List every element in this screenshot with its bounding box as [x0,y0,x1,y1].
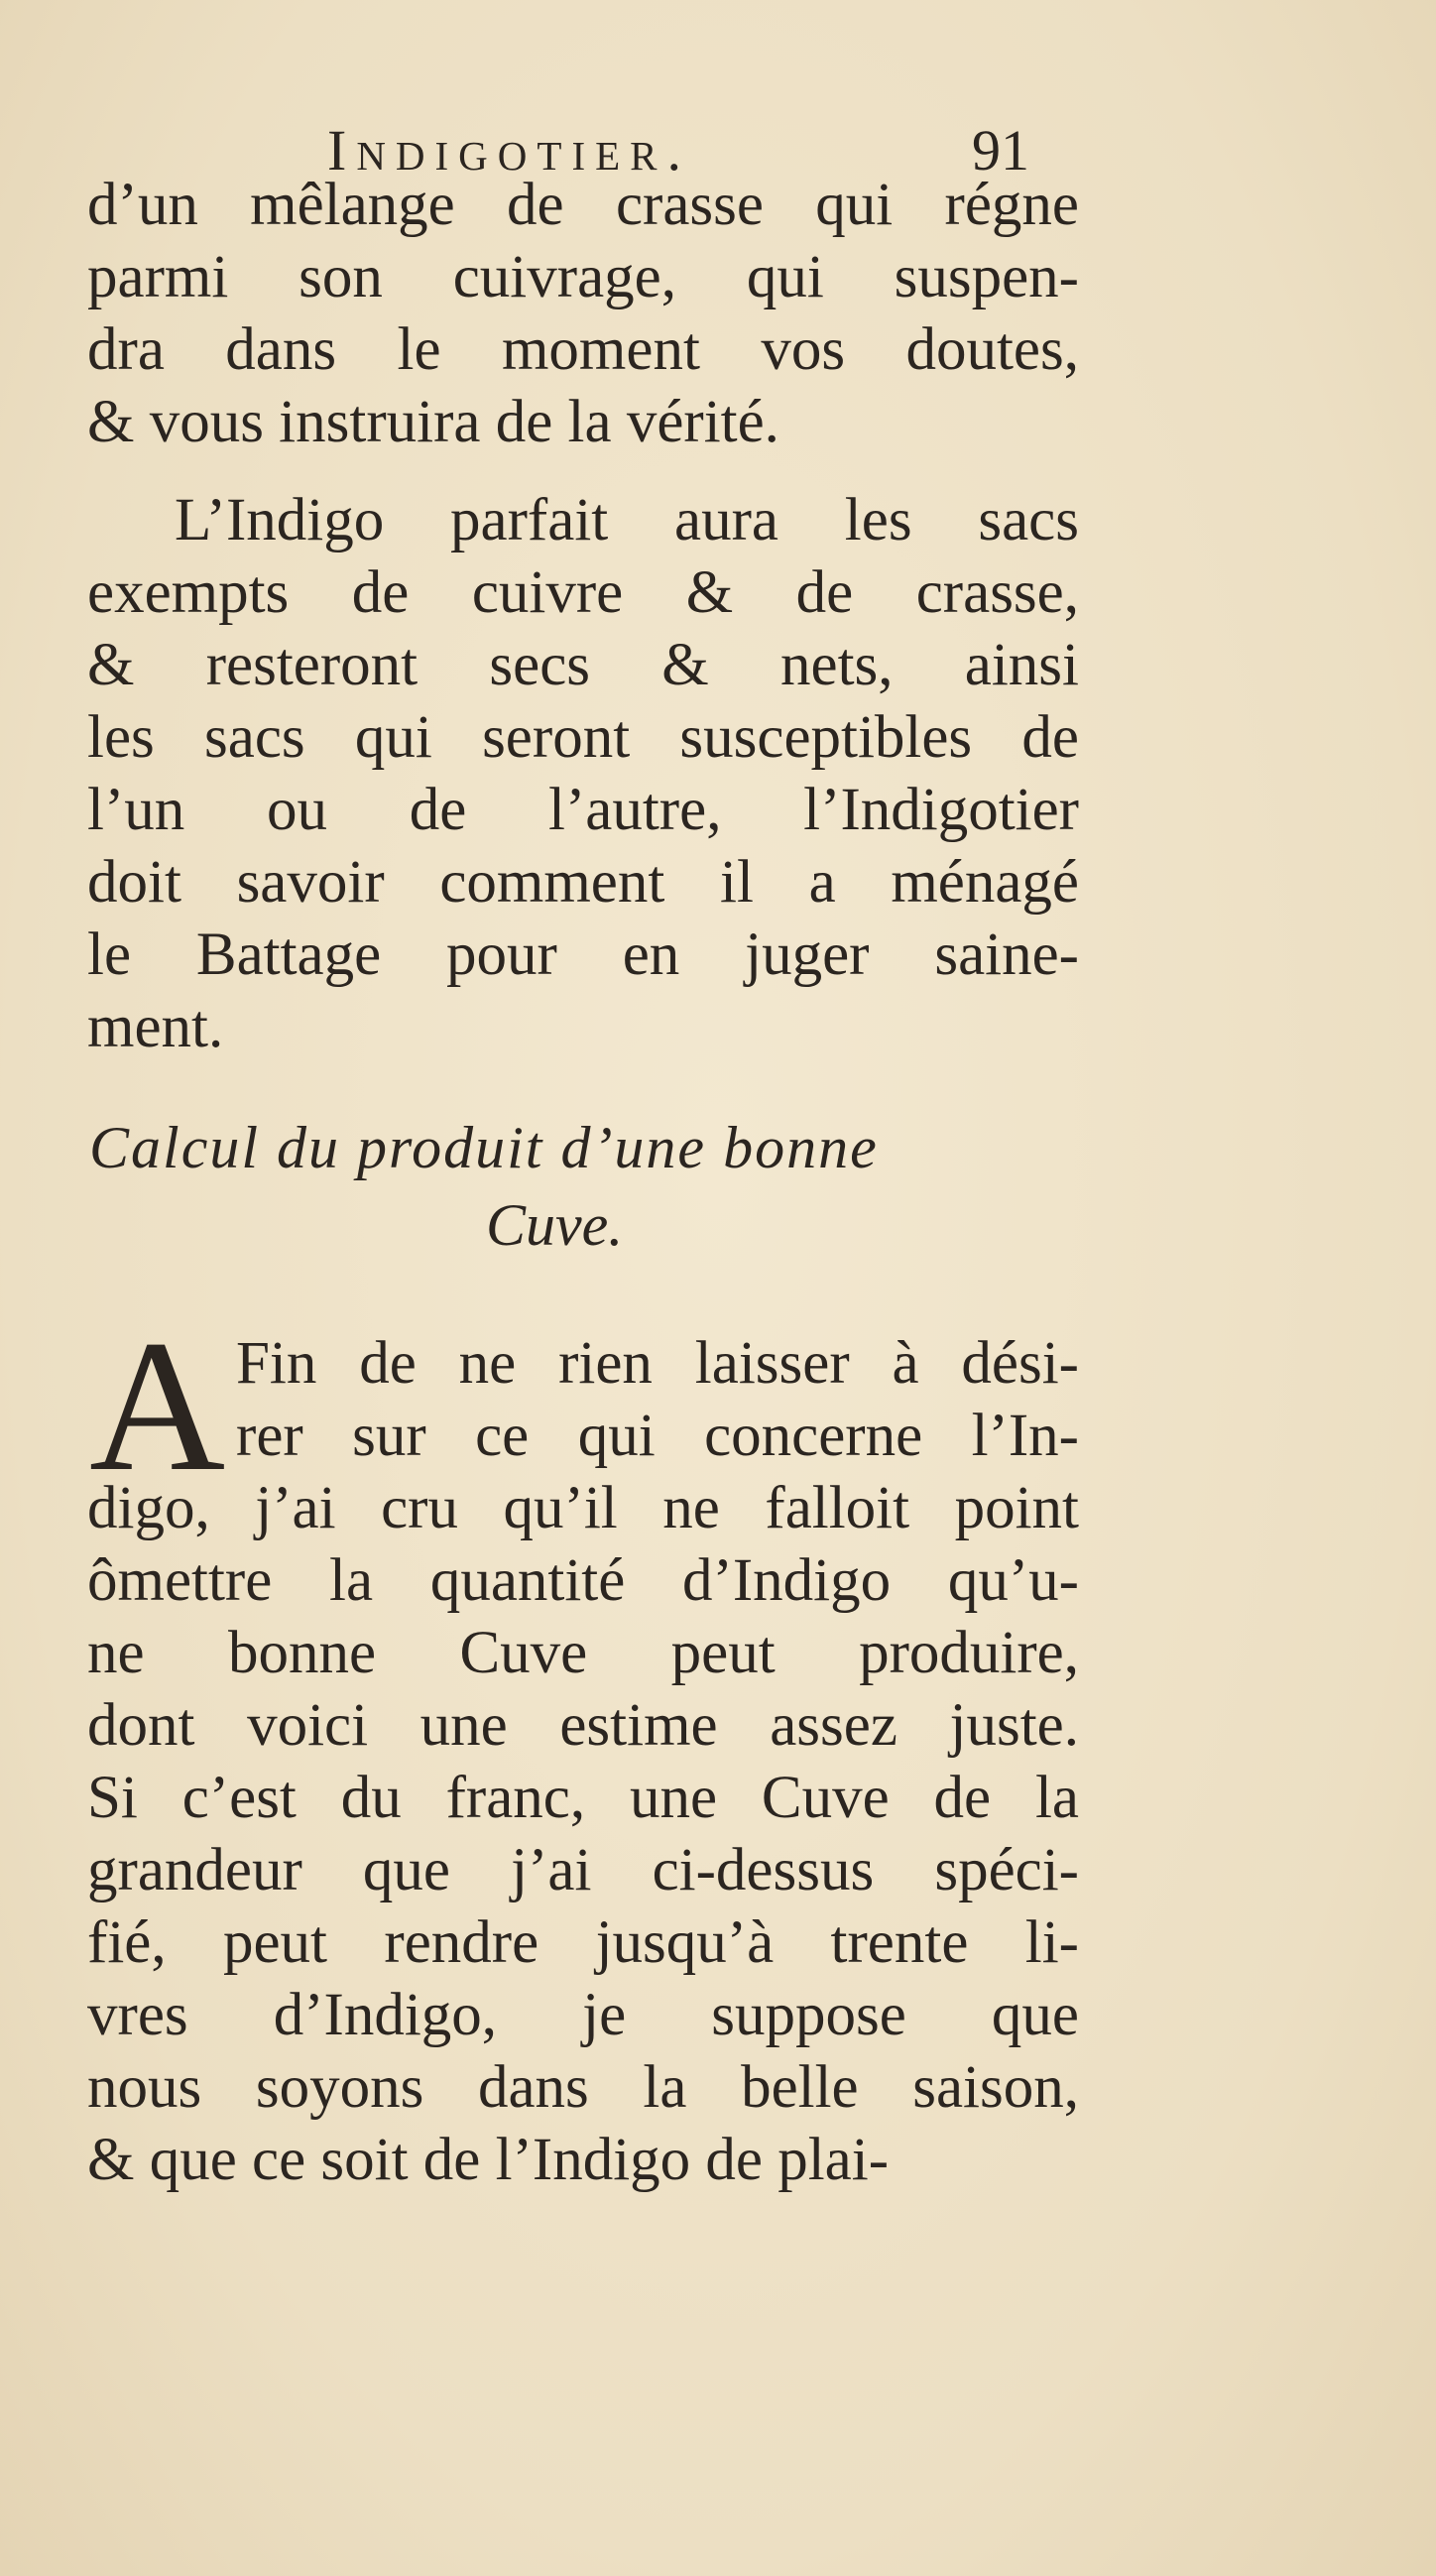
text-line: & resteront secs & nets, ainsi [87,632,1079,698]
text-line: grandeur que j’ai ci-dessus spéci- [87,1837,1079,1903]
text-line: dra dans le moment vos doutes, [87,316,1079,383]
paragraph-calcul-opening [236,1327,1079,1472]
text-line: dont voici une estime assez juste. [87,1692,1079,1759]
text-line: d’un mêlange de crasse qui régne [87,172,1079,238]
drop-capital: A [89,1302,226,1511]
text-line: doit savoir comment il a ménagé [87,849,1079,916]
text-line: nous soyons dans la belle saison, [87,2054,1079,2121]
page-number: 91 [972,118,1029,183]
text-line: L’Indigo parfait aura les sacs [175,487,1079,553]
text-line: les sacs qui seront susceptibles de [87,704,1079,771]
running-title: Indigotier. [327,118,691,183]
text-line: ômettre la quantité d’Indigo qu’u- [87,1547,1079,1614]
text-line: ment. [87,994,224,1060]
section-heading [89,1109,1081,1264]
text-line: Fin de ne rien laisser à dési- [236,1330,1079,1397]
text-line: & que ce soit de l’Indigo de plai- [87,2127,890,2193]
text-line: & vous instruira de la vérité. [87,389,779,455]
text-line: digo, j’ai cru qu’il ne falloit point [87,1475,1079,1541]
text-line: l’un ou de l’autre, l’Indigotier [87,777,1079,843]
text-line: ne bonne Cuve peut produire, [87,1620,1079,1686]
heading-line: Cuve. [486,1192,624,1258]
text-line: vres d’Indigo, je suppose que [87,1982,1079,2048]
text-line: fié, peut rendre jusqu’à trente li- [87,1909,1079,1976]
text-line: rer sur ce qui concerne l’In- [236,1403,1079,1469]
text-line: le Battage pour en juger saine- [87,921,1079,988]
paragraph-indigo-parfait [87,484,1079,1063]
paragraph-calcul [87,1472,1079,2196]
text-line: Si c’est du franc, une Cuve de la [87,1765,1079,1831]
paragraph-continuation [87,169,1079,458]
heading-line: Calcul du produit d’une bonne [89,1115,879,1180]
text-line: parmi son cuivrage, qui suspen- [87,244,1079,310]
text-line: exempts de cuivre & de crasse, [87,559,1079,626]
